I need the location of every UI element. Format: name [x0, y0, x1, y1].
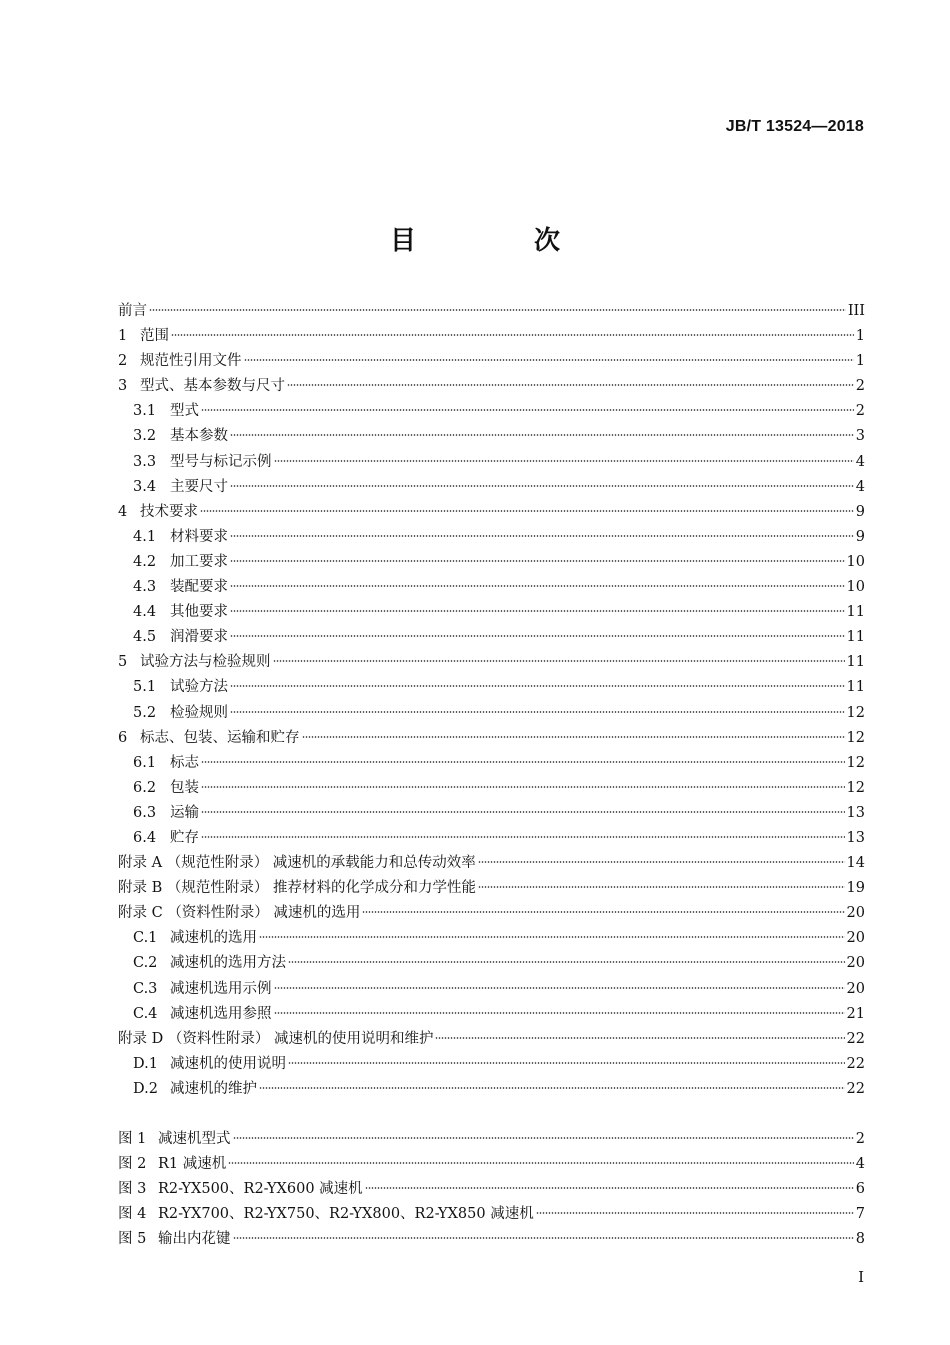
page-number: 12 [846, 754, 865, 771]
page-number: 10 [846, 579, 865, 596]
dot-leader [365, 1187, 854, 1189]
dot-leader [435, 1037, 844, 1039]
toc-entry[interactable] [118, 500, 865, 525]
dot-leader [259, 936, 845, 938]
dot-leader [230, 610, 845, 612]
dot-leader [230, 535, 854, 537]
toc-entry[interactable] [118, 675, 865, 700]
section-title: 加工要求 [170, 553, 228, 570]
section-number: 4.3 [133, 579, 157, 596]
page-number: 19 [846, 880, 865, 897]
toc-entry[interactable] [118, 1002, 865, 1027]
page-number: 13 [846, 804, 865, 821]
figure-entry[interactable] [118, 1127, 865, 1152]
section-number: 6 [118, 729, 128, 746]
section-number: C.4 [133, 1005, 158, 1022]
page-number: 12 [846, 729, 865, 746]
dot-leader [201, 836, 845, 838]
section-number: 4.4 [133, 604, 157, 621]
toc-entry[interactable] [118, 926, 865, 951]
section-title: 范围 [140, 328, 169, 345]
dot-leader [230, 585, 845, 587]
figure-number: 图 5 [118, 1231, 147, 1248]
section-title: 检验规则 [170, 704, 228, 721]
figure-title: R1 减速机 [158, 1156, 227, 1173]
page-title: 目 次 [389, 226, 606, 256]
section-title: 标志、包装、运输和贮存 [140, 729, 300, 746]
section-number: 6.1 [133, 754, 157, 771]
section-title: 其他要求 [170, 604, 228, 621]
section-title: 润滑要求 [170, 629, 228, 646]
page-number: 12 [846, 779, 865, 796]
section-number: D.2 [133, 1080, 158, 1097]
toc-entry[interactable] [118, 650, 865, 675]
figure-number: 图 4 [118, 1206, 147, 1223]
figure-entry[interactable] [118, 1177, 865, 1202]
toc-entry[interactable] [118, 901, 865, 926]
dot-leader [230, 560, 845, 562]
dot-leader [171, 334, 854, 336]
toc-entry[interactable] [118, 399, 865, 424]
dot-leader [228, 1162, 854, 1164]
section-number: 3.3 [133, 453, 157, 470]
figure-entry[interactable] [118, 1227, 865, 1252]
dot-leader [200, 510, 854, 512]
figure-title: R2-YX500、R2-YX600 减速机 [158, 1181, 363, 1198]
section-title: 减速机选用参照 [170, 1005, 272, 1022]
page-number: 2 [855, 1131, 865, 1147]
figure-list [118, 1127, 865, 1252]
section-number: 3.4 [133, 478, 157, 495]
section-number: 3.2 [133, 428, 157, 445]
section-title: 型号与标记示例 [170, 453, 272, 470]
toc-entry[interactable] [118, 450, 865, 475]
section-title: 试验方法 [170, 679, 228, 696]
figure-title: R2-YX700、R2-YX750、R2-YX800、R2-YX850 减速机 [158, 1206, 534, 1223]
toc-entry[interactable] [118, 751, 865, 776]
dot-leader [362, 911, 844, 913]
page-number: 8 [855, 1231, 865, 1248]
dot-leader [273, 660, 845, 662]
section-title: 运输 [170, 804, 199, 821]
section-title: 材料要求 [170, 528, 228, 545]
toc-entry[interactable] [118, 374, 865, 399]
section-title: 附录 B （规范性附录） 推荐材料的化学成分和力学性能 [118, 880, 476, 897]
page-number: 2 [855, 403, 865, 420]
dot-leader [259, 1087, 845, 1089]
section-number: D.1 [133, 1055, 158, 1072]
page-number: 10 [846, 553, 865, 570]
toc-entry[interactable] [118, 951, 865, 976]
standard-code: JB/T 13524—2018 [725, 118, 864, 135]
toc-entry[interactable] [118, 826, 865, 851]
dot-leader [201, 811, 845, 813]
page-number: 9 [855, 503, 865, 520]
section-number: 5.1 [133, 679, 157, 696]
section-number: C.2 [133, 955, 158, 972]
dot-leader [288, 1062, 845, 1064]
toc-entry[interactable] [118, 625, 865, 650]
section-number: 5 [118, 654, 128, 671]
toc-entry[interactable] [118, 801, 865, 826]
toc-entry[interactable] [118, 1027, 865, 1052]
page-number: 21 [846, 1005, 865, 1022]
dot-leader [149, 309, 846, 311]
page-number: 22 [846, 1030, 865, 1047]
toc-entry[interactable] [118, 726, 865, 751]
page-number: 2 [855, 378, 865, 395]
toc-entry[interactable] [118, 876, 865, 901]
section-title: 减速机的使用说明 [170, 1055, 286, 1072]
page-number: 11 [846, 629, 865, 646]
toc-entry[interactable] [118, 525, 865, 550]
dot-leader [201, 409, 854, 411]
dot-leader [233, 1237, 854, 1239]
page-number: 6 [855, 1181, 865, 1198]
figure-entry[interactable] [118, 1202, 865, 1227]
section-number: 1 [118, 328, 128, 345]
page-number: 1 [855, 328, 865, 345]
page-number: 11 [846, 654, 865, 671]
figure-entry[interactable] [118, 1152, 865, 1177]
section-number: 6.3 [133, 804, 157, 821]
dot-leader [201, 761, 845, 763]
section-number: 2 [118, 353, 128, 370]
toc-entry[interactable] [118, 701, 865, 726]
toc-entry[interactable] [118, 324, 865, 349]
figure-number: 图 3 [118, 1181, 147, 1198]
toc-entry[interactable] [118, 600, 865, 625]
section-title: 型式 [170, 403, 199, 420]
dot-leader [478, 886, 845, 888]
toc-entry[interactable] [118, 1052, 865, 1077]
dot-leader [233, 1137, 854, 1139]
toc-entry[interactable] [118, 776, 865, 801]
dot-leader [536, 1212, 854, 1214]
toc-entry[interactable] [118, 424, 865, 449]
dot-leader [274, 1012, 845, 1014]
dot-leader [230, 685, 845, 687]
page-number: 22 [846, 1055, 865, 1072]
figure-title: 输出内花键 [158, 1231, 231, 1248]
footer-page-number: I [858, 1268, 864, 1286]
page-number: 20 [846, 955, 865, 972]
page-number: 4 [855, 478, 865, 495]
section-number: 4 [118, 503, 128, 520]
page-number: 4 [855, 1156, 865, 1173]
dot-leader [230, 434, 854, 436]
page-number: 4 [855, 453, 865, 470]
page-number: III [847, 303, 865, 319]
dot-leader [302, 736, 845, 738]
page-number: 22 [846, 1080, 865, 1097]
section-number: C.3 [133, 980, 158, 997]
section-number: 3.1 [133, 403, 157, 420]
section-title: 技术要求 [140, 503, 198, 520]
figure-number: 图 2 [118, 1156, 147, 1173]
dot-leader [274, 460, 854, 462]
section-title: 包装 [170, 779, 199, 796]
section-title: 附录 C （资料性附录） 减速机的选用 [118, 905, 361, 922]
section-title: 基本参数 [170, 428, 228, 445]
toc-entry[interactable] [118, 977, 865, 1002]
page-number: 11 [846, 679, 865, 696]
page-number: 3 [855, 428, 865, 445]
section-number: 3 [118, 378, 128, 395]
section-number: 4.2 [133, 553, 157, 570]
section-number: 4.1 [133, 528, 157, 545]
section-title: 前言 [118, 303, 147, 319]
dot-leader [244, 359, 854, 361]
section-number: 6.2 [133, 779, 157, 796]
dot-leader [230, 485, 854, 487]
section-title: 减速机的维护 [170, 1080, 257, 1097]
section-title: 减速机的选用 [170, 930, 257, 947]
section-title: 附录 D （资料性附录） 减速机的使用说明和维护 [118, 1030, 434, 1047]
toc-entry[interactable] [118, 575, 865, 600]
table-of-contents [118, 299, 865, 1102]
section-number: 5.2 [133, 704, 157, 721]
section-title: 贮存 [170, 829, 199, 846]
section-number: C.1 [133, 930, 158, 947]
figure-title: 减速机型式 [158, 1131, 231, 1147]
page-number: 20 [846, 930, 865, 947]
toc-entry[interactable] [118, 299, 865, 324]
page-number: 20 [846, 980, 865, 997]
page-number: 13 [846, 829, 865, 846]
dot-leader [478, 861, 845, 863]
section-title: 附录 A （规范性附录） 减速机的承载能力和总传动效率 [118, 855, 476, 872]
toc-entry[interactable] [118, 851, 865, 876]
toc-entry[interactable] [118, 475, 865, 500]
page-number: 14 [846, 855, 865, 872]
section-title: 规范性引用文件 [140, 353, 242, 370]
section-title: 减速机选用示例 [170, 980, 272, 997]
dot-leader [288, 961, 845, 963]
dot-leader [274, 987, 845, 989]
page-number: 11 [846, 604, 865, 621]
section-title: 装配要求 [170, 579, 228, 596]
section-title: 减速机的选用方法 [170, 955, 286, 972]
page-number: 12 [846, 704, 865, 721]
dot-leader [287, 384, 854, 386]
section-title: 主要尺寸 [170, 478, 228, 495]
section-title: 型式、基本参数与尺寸 [140, 378, 285, 395]
section-number: 4.5 [133, 629, 157, 646]
toc-entry[interactable] [118, 1077, 865, 1102]
section-title: 标志 [170, 754, 199, 771]
dot-leader [230, 635, 845, 637]
section-title: 试验方法与检验规则 [140, 654, 271, 671]
page-number: 20 [846, 905, 865, 922]
dot-leader [230, 711, 845, 713]
page-number: 7 [855, 1206, 865, 1223]
section-number: 6.4 [133, 829, 157, 846]
toc-entry[interactable] [118, 550, 865, 575]
dot-leader [201, 786, 845, 788]
figure-number: 图 1 [118, 1131, 147, 1147]
toc-entry[interactable] [118, 349, 865, 374]
page-number: 1 [855, 353, 865, 370]
page-number: 9 [855, 528, 865, 545]
